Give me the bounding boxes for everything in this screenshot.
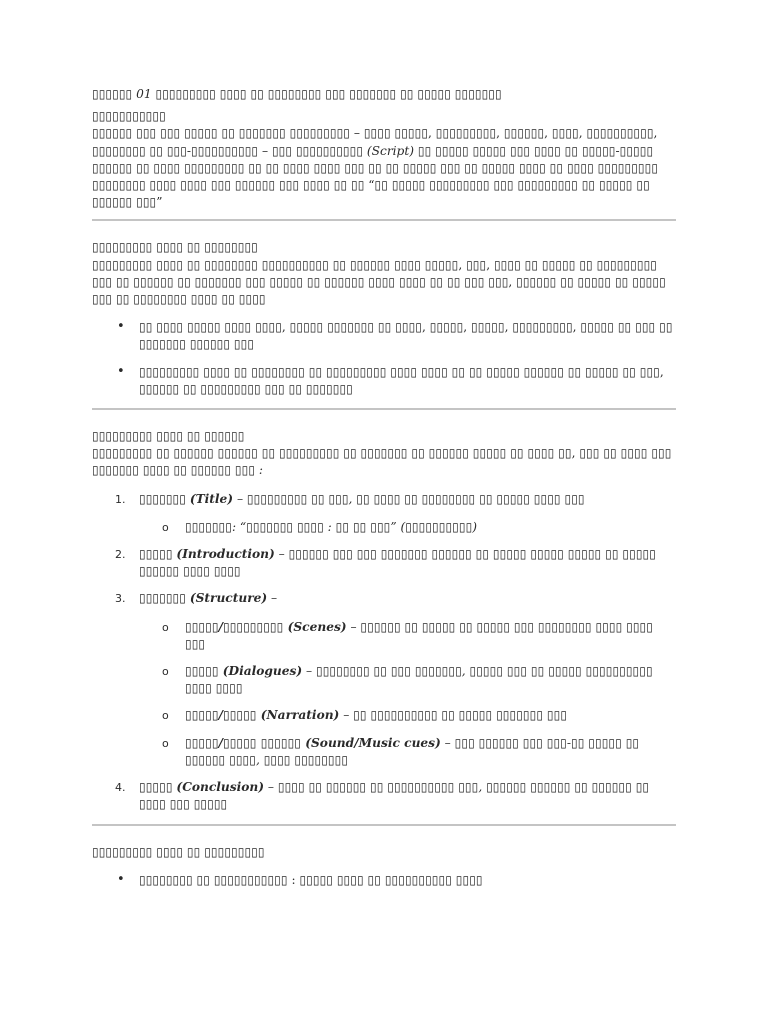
item-term: ▯▯▯▯▯ — [139, 547, 173, 562]
intro-paragraph — [92, 125, 676, 211]
item-term: ▯▯▯▯▯ — [139, 780, 173, 795]
item-term: ▯▯▯▯▯▯▯ — [139, 591, 186, 606]
sub-item-text: ▯▯▯▯▯▯▯: “▯▯▯▯▯▯▯ ▯▯▯▯ : ▯▯ ▯▯ ▯▯▯” (▯▯▯▯▯▯▯▯▯▯) — [185, 519, 478, 534]
item-description: – ▯▯▯▯▯▯ ▯▯▯ ▯▯▯ ▯▯▯▯▯▯▯ ▯▯▯▯▯▯ ▯▯ ▯▯▯▯▯ ▯▯▯▯▯ ▯▯▯▯▯ ▯▯ ▯▯▯▯▯ ▯▯▯▯▯▯ ▯▯▯▯ ▯▯▯▯ — [139, 547, 656, 579]
item-number: 1. — [115, 492, 126, 506]
section1-bullet-list — [92, 319, 676, 398]
sub-list — [139, 519, 676, 536]
item-number: 4. — [115, 781, 126, 795]
sub-list — [139, 619, 676, 769]
sub-item-description: – ▯▯▯▯▯▯▯▯ ▯▯ ▯▯▯ ▯▯▯▯▯▯▯, ▯▯▯▯▯ ▯▯▯ ▯▯ ▯▯▯▯▯ ▯▯▯▯▯▯▯▯▯▯ ▯▯▯▯ ▯▯▯▯ — [185, 664, 653, 696]
sub-item-term: ▯▯▯▯▯/▯▯▯▯▯ (Narration) — [185, 708, 340, 723]
section3-heading: ▯▯▯▯▯▯▯▯▯ ▯▯▯▯ ▯▯ ▯▯▯▯▯▯▯▯▯ — [92, 844, 265, 859]
section1-heading: ▯▯▯▯▯▯▯▯▯ ▯▯▯▯ ▯▯ ▯▯▯▯▯▯▯▯ — [92, 240, 258, 255]
sub-item-term: ▯▯▯▯▯/▯▯▯▯▯ ▯▯▯▯▯▯ (Sound/Music cues) — [185, 735, 441, 750]
section2-text: ▯▯▯▯▯▯▯▯▯ ▯▯ ▯▯▯▯▯▯ ▯▯▯▯▯▯ ▯▯ ▯▯▯▯▯▯▯▯▯ ▯▯ ▯▯▯▯▯▯▯ ▯▯ ▯▯▯▯▯▯ ▯▯▯▯▯ ▯▯ ▯▯▯▯ ▯▯, ▯▯▯ ▯▯ ▯▯▯▯ ▯▯▯ ▯▯▯▯▯▯▯ ▯▯▯▯ ▯▯ ▯▯▯▯▯▯ ▯▯▯ — [92, 446, 672, 478]
sub-item — [139, 707, 676, 724]
document-page — [92, 86, 676, 899]
intro-text-a: ▯▯▯▯▯▯ ▯▯▯ ▯▯▯ ▯▯▯▯▯ ▯▯ ▯▯▯▯▯▯▯ ▯▯▯▯▯▯▯▯▯ – ▯▯▯▯ ▯▯▯▯▯, ▯▯▯▯▯▯▯▯▯, ▯▯▯▯▯▯, ▯▯▯▯, ▯▯▯▯▯▯▯▯▯▯, ▯▯▯▯▯▯▯▯ ▯▯ ▯▯▯-▯▯▯▯▯▯▯▯▯▯ – ▯▯▯ ▯▯▯▯▯▯▯▯▯▯ — [92, 126, 658, 158]
structure-numbered-list — [92, 491, 676, 814]
sub-item — [139, 619, 676, 653]
section2-colon: : — [258, 463, 264, 478]
item-english-term: (Conclusion) — [176, 780, 265, 795]
numbered-item — [92, 779, 676, 813]
sub-item-description: – ▯▯▯▯▯▯ ▯▯ ▯▯▯▯▯ ▯▯ ▯▯▯▯▯ ▯▯▯ ▯▯▯▯▯▯▯▯ ▯▯▯▯ ▯▯▯▯ ▯▯▯ — [185, 619, 653, 651]
bullet-item: • ▯▯▯▯▯▯▯▯ ▯▯ ▯▯▯▯▯▯▯▯▯▯▯ : ▯▯▯▯▯ ▯▯▯▯ ▯▯ ▯▯▯▯▯▯▯▯▯▯ ▯▯▯▯ — [92, 872, 676, 889]
item-english-term: (Title) — [189, 491, 234, 506]
intro-script-term: (Script) — [366, 143, 415, 158]
intro-heading: ▯▯▯▯▯▯▯▯▯▯▯ — [92, 109, 166, 124]
item-description: – — [267, 591, 278, 606]
item-english-term: (Introduction) — [176, 547, 275, 562]
title-number: 01 — [136, 87, 152, 101]
item-term: ▯▯▯▯▯▯▯ — [139, 491, 186, 506]
numbered-item — [92, 491, 676, 536]
sub-item-description: – ▯▯ ▯▯▯▯▯▯▯▯▯▯ ▯▯ ▯▯▯▯▯ ▯▯▯▯▯▯▯ ▯▯▯ — [339, 708, 568, 723]
item-number: 2. — [115, 548, 126, 562]
sub-item-description: – ▯▯▯ ▯▯▯▯▯▯ ▯▯▯ ▯▯▯-▯▯ ▯▯▯▯▯ ▯▯ ▯▯▯▯▯▯ ▯▯▯▯, ▯▯▯▯ ▯▯▯▯▯▯▯▯ — [185, 735, 640, 767]
item-description: – ▯▯▯▯ ▯▯ ▯▯▯▯▯▯ ▯▯ ▯▯▯▯▯▯▯▯▯▯ ▯▯▯, ▯▯▯▯▯▯ ▯▯▯▯▯▯ ▯▯ ▯▯▯▯▯▯ ▯▯ ▯▯▯▯ ▯▯▯ ▯▯▯▯▯ — [139, 780, 650, 812]
sub-item-term: ▯▯▯▯▯/▯▯▯▯▯▯▯▯▯ (Scenes) — [185, 619, 347, 634]
item-description: – ▯▯▯▯▯▯▯▯▯ ▯▯ ▯▯▯, ▯▯ ▯▯▯▯ ▯▯ ▯▯▯▯▯▯▯▯ ▯▯ ▯▯▯▯▯ ▯▯▯▯ ▯▯▯ — [233, 491, 585, 506]
sub-item — [139, 519, 676, 536]
section2-paragraph — [92, 445, 676, 479]
sub-item-term: ▯▯▯▯▯ (Dialogues) — [185, 664, 303, 679]
numbered-item — [92, 546, 676, 580]
section3-bullet-list — [92, 872, 676, 889]
numbered-item — [92, 590, 676, 769]
sub-item — [139, 663, 676, 697]
section-divider — [92, 408, 676, 410]
section-divider — [92, 219, 676, 221]
intro-text-b: ▯▯ ▯▯▯▯▯ ▯▯▯▯▯ ▯▯▯ ▯▯▯▯ ▯▯ ▯▯▯▯▯-▯▯▯▯▯ ▯▯▯▯▯▯ ▯▯ ▯▯▯▯ ▯▯▯▯▯▯▯▯▯ ▯▯ ▯▯ ▯▯▯▯ ▯▯▯▯ ▯▯▯ ▯▯ ▯▯ ▯▯▯▯▯ ▯▯▯ ▯▯ ▯▯▯▯▯ ▯▯▯▯ ▯▯ ▯▯▯▯ ▯▯▯▯▯▯▯▯▯ ▯▯▯▯▯▯▯▯ ▯▯▯▯ ▯▯▯▯ ▯▯▯ ▯▯▯▯▯▯ ▯▯▯ ▯▯▯▯ ▯▯ ▯▯ “▯▯ ▯▯▯▯▯ ▯▯▯▯▯▯▯▯▯ ▯▯▯ ▯▯▯▯▯▯▯▯▯ ▯▯ ▯▯▯▯▯ ▯▯ ▯▯▯▯▯▯ ▯▯▯” — [92, 143, 659, 210]
item-number: 3. — [115, 592, 126, 606]
title-prefix: ▯▯▯▯▯▯ — [92, 87, 137, 101]
bullet-item: • ▯▯ ▯▯▯▯ ▯▯▯▯▯ ▯▯▯▯ ▯▯▯▯, ▯▯▯▯▯ ▯▯▯▯▯▯▯ ▯▯ ▯▯▯▯, ▯▯▯▯▯, ▯▯▯▯▯, ▯▯▯▯▯▯▯▯▯, ▯▯▯▯▯ ▯▯ ▯▯▯ ▯▯ ▯▯▯▯▯▯▯ ▯▯▯▯▯▯ ▯▯▯ — [92, 319, 676, 353]
section1-paragraph: ▯▯▯▯▯▯▯▯▯ ▯▯▯▯ ▯▯ ▯▯▯▯▯▯▯▯ ▯▯▯▯▯▯▯▯▯▯ ▯▯ ▯▯▯▯▯▯ ▯▯▯▯ ▯▯▯▯▯, ▯▯▯, ▯▯▯▯ ▯▯ ▯▯▯▯▯ ▯▯ ▯▯▯▯▯▯▯▯▯ ▯▯▯ ▯▯ ▯▯▯▯▯▯ ▯▯ ▯▯▯▯▯▯▯ ▯▯▯ ▯▯▯▯▯ ▯▯ ▯▯▯▯▯▯ ▯▯▯▯ ▯▯▯▯ ▯▯ ▯▯ ▯▯▯ ▯▯▯, ▯▯▯▯▯▯ ▯▯ ▯▯▯▯▯ ▯▯ ▯▯▯▯▯ ▯▯▯ ▯▯ ▯▯▯▯▯▯▯▯ ▯▯▯▯ ▯▯ ▯▯▯▯ — [92, 257, 666, 307]
item-english-term: (Structure) — [189, 591, 268, 606]
section-divider — [92, 824, 676, 826]
sub-item — [139, 735, 676, 769]
document-title — [92, 86, 676, 103]
section2-heading: ▯▯▯▯▯▯▯▯▯ ▯▯▯▯ ▯▯ ▯▯▯▯▯▯ — [92, 429, 245, 444]
bullet-item: • ▯▯▯▯▯▯▯▯▯ ▯▯▯▯ ▯▯ ▯▯▯▯▯▯▯▯ ▯▯ ▯▯▯▯▯▯▯▯▯ ▯▯▯▯ ▯▯▯▯ ▯▯ ▯▯ ▯▯▯▯▯ ▯▯▯▯▯▯ ▯▯ ▯▯▯▯▯ ▯▯ ▯▯▯, ▯▯▯▯▯▯ ▯▯ ▯▯▯▯▯▯▯▯▯ ▯▯▯ ▯▯ ▯▯▯▯▯▯▯ — [92, 364, 676, 398]
title-rest: ▯▯▯▯▯▯▯▯▯ ▯▯▯▯ ▯▯ ▯▯▯▯▯▯▯▯ ▯▯▯ ▯▯▯▯▯▯▯ ▯▯ ▯▯▯▯▯ ▯▯▯▯▯▯▯ — [151, 87, 502, 101]
